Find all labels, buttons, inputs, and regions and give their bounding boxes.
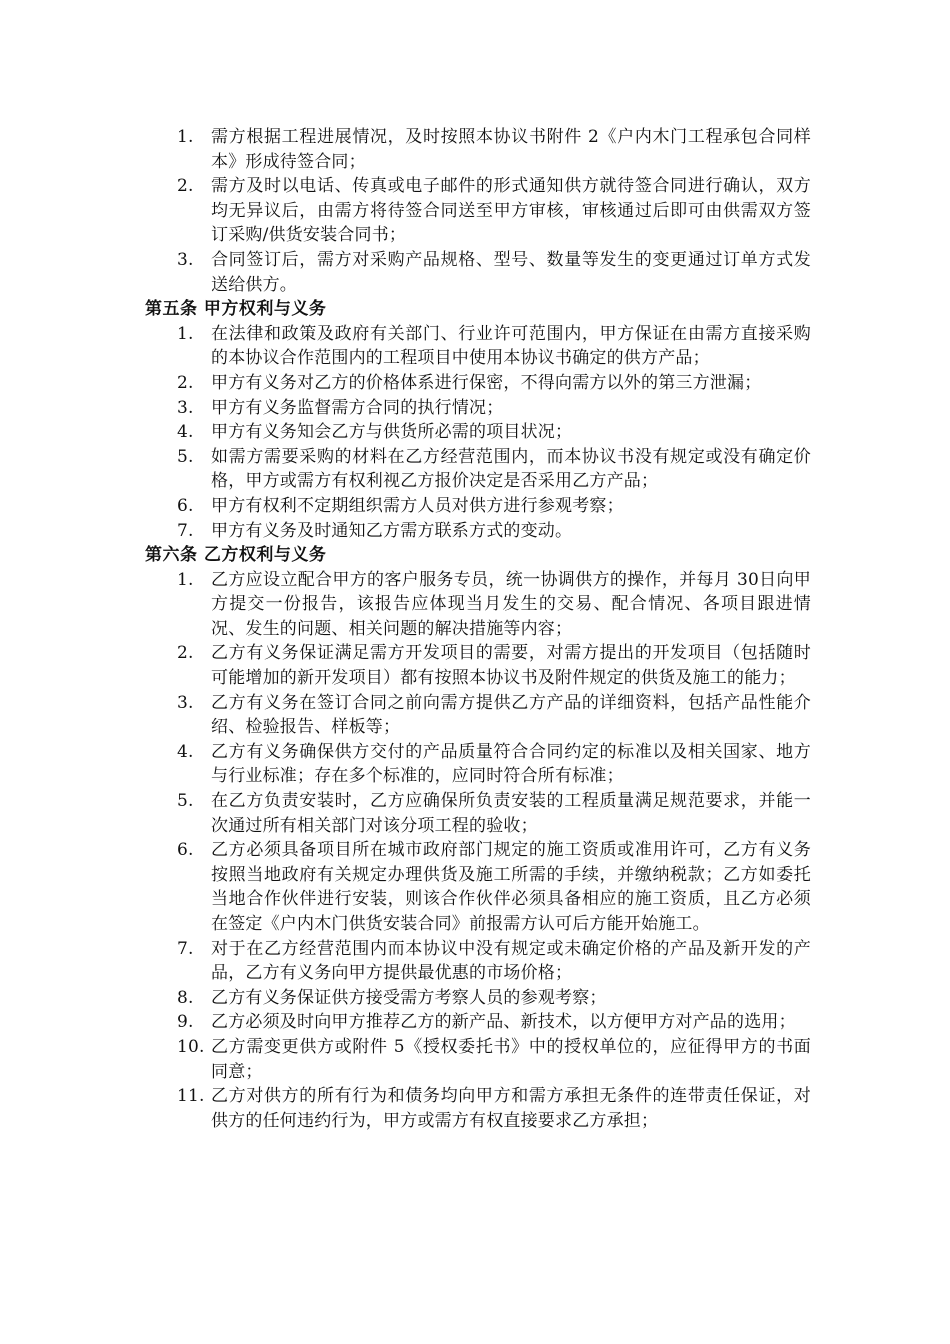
list-item [0,371,811,396]
item-number: 4. [177,741,194,762]
item-number: 1. [177,127,194,147]
item-text: 需方根据工程进展情况，及时按照本协议书附件 2《户内木门工程承包合同样本》形成待签合同； [211,127,811,172]
section4-list [0,125,950,297]
item-number: 1. [177,323,194,344]
list-item [0,1010,811,1035]
section6-heading: 第六条 乙方权利与义务 [145,545,327,566]
item-number: 3. [177,249,194,270]
item-number: 1. [177,569,194,590]
list-item [0,986,811,1011]
item-text: 合同签订后，需方对采购产品规格、型号、数量等发生的变更通过订单方式发送给供方。 [211,249,811,295]
item-number: 6. [177,840,194,861]
list-item [0,125,811,174]
item-number: 11. [177,1086,205,1107]
item-text: 乙方对供方的所有行为和债务均向甲方和需方承担无条件的连带责任保证，对供方的任何违约行为，甲方或需方有权直接要求乙方承担； [211,1086,811,1131]
item-number: 2. [177,643,194,664]
item-text: 乙方有义务在签订合同之前向需方提供乙方产品的详细资料，包括产品性能介绍、检验报告、样板等； [211,692,811,738]
item-text: 乙方有义务保证满足需方开发项目的需要，对需方提出的开发项目（包括随时可能增加的新开发项目）都有按照本协议书及附件规定的供货及施工的能力； [211,643,811,689]
list-item [0,519,811,544]
item-text: 乙方需变更供方或附件 5《授权委托书》中的授权单位的，应征得甲方的书面同意； [211,1036,811,1082]
item-text: 乙方必须及时向甲方推荐乙方的新产品、新技术，以方便甲方对产品的选用； [211,1012,796,1033]
document-page [0,125,950,1133]
list-item [0,494,811,519]
list-item [0,740,811,789]
list-item [0,789,811,838]
item-text: 对于在乙方经营范围内而本协议中没有规定或未确定价格的产品及新开发的产品，乙方有义务向甲方提供最优惠的市场价格； [211,938,811,984]
list-item [0,641,811,690]
item-text: 乙方有义务保证供方接受需方考察人员的参观考察； [211,987,607,1008]
list-item [0,445,811,494]
item-text: 如需方需要采购的材料在乙方经营范围内，而本协议书没有规定或没有确定价格，甲方或需方有权利视乙方报价决定是否采用乙方产品； [211,446,811,492]
list-item [0,248,811,297]
item-text: 甲方有义务对乙方的价格体系进行保密，不得向需方以外的第三方泄漏； [211,372,762,393]
section5-list [0,322,950,543]
list-item [0,420,811,445]
list-item [0,838,811,936]
item-text: 需方及时以电话、传真或电子邮件的形式通知供方就待签合同进行确认，双方均无异议后，由需方将待签合同送至甲方审核，审核通过后即可由供需双方签订采购/供货安装合同书； [211,176,811,246]
list-item [0,1084,811,1133]
item-number: 2. [177,176,194,197]
item-text: 在法律和政策及政府有关部门、行业许可范围内，甲方保证在由需方直接采购的本协议合作范围内的工程项目中使用本协议书确定的供方产品； [211,323,811,369]
item-number: 10. [177,1036,205,1057]
list-item [0,691,811,740]
item-text: 乙方应设立配合甲方的客户服务专员，统一协调供方的操作，并每月 30日向甲方提交一份报告，该报告应体现当月发生的交易、配合情况、各项目跟进情况、发生的问题、相关问题的解决措施等内容； [211,569,811,639]
item-text: 甲方有义务知会乙方与供货所必需的项目状况； [211,422,573,443]
section6-list [0,568,950,1134]
list-item [0,174,811,248]
item-text: 甲方有义务及时通知乙方需方联系方式的变动。 [211,520,573,541]
list-item [0,322,811,371]
item-number: 7. [177,520,194,541]
item-number: 9. [177,1012,194,1033]
list-item [0,1035,811,1084]
item-number: 7. [177,938,194,959]
list-item [0,396,811,421]
item-number: 6. [177,495,194,516]
item-number: 4. [177,422,194,443]
list-item [0,937,811,986]
item-text: 甲方有义务监督需方合同的执行情况； [211,397,504,418]
item-number: 3. [177,397,194,418]
list-item [0,568,811,642]
item-number: 5. [177,791,194,812]
item-text: 甲方有权利不定期组织需方人员对供方进行参观考察； [211,495,624,516]
item-text: 在乙方负责安装时，乙方应确保所负责安装的工程质量满足规范要求，并能一次通过所有相关部门对该分项工程的验收； [211,791,811,836]
item-number: 5. [177,446,194,467]
item-text: 乙方必须具备项目所在城市政府部门规定的施工资质或准用许可，乙方有义务按照当地政府有关规定办理供货及施工所需的手续，并缴纳税款；乙方如委托当地合作伙伴进行安装，则该合作伙伴必须具备相应的施工资质，且乙方必须在签定《户内木门供货安装合同》前报需方认可后方能开始施工。 [211,840,811,934]
item-number: 3. [177,692,194,713]
section5-heading: 第五条 甲方权利与义务 [145,299,327,320]
item-number: 2. [177,372,194,393]
item-number: 8. [177,987,194,1008]
item-text: 乙方有义务确保供方交付的产品质量符合合同约定的标准以及相关国家、地方与行业标准；存在多个标准的，应同时符合所有标准； [211,741,811,787]
